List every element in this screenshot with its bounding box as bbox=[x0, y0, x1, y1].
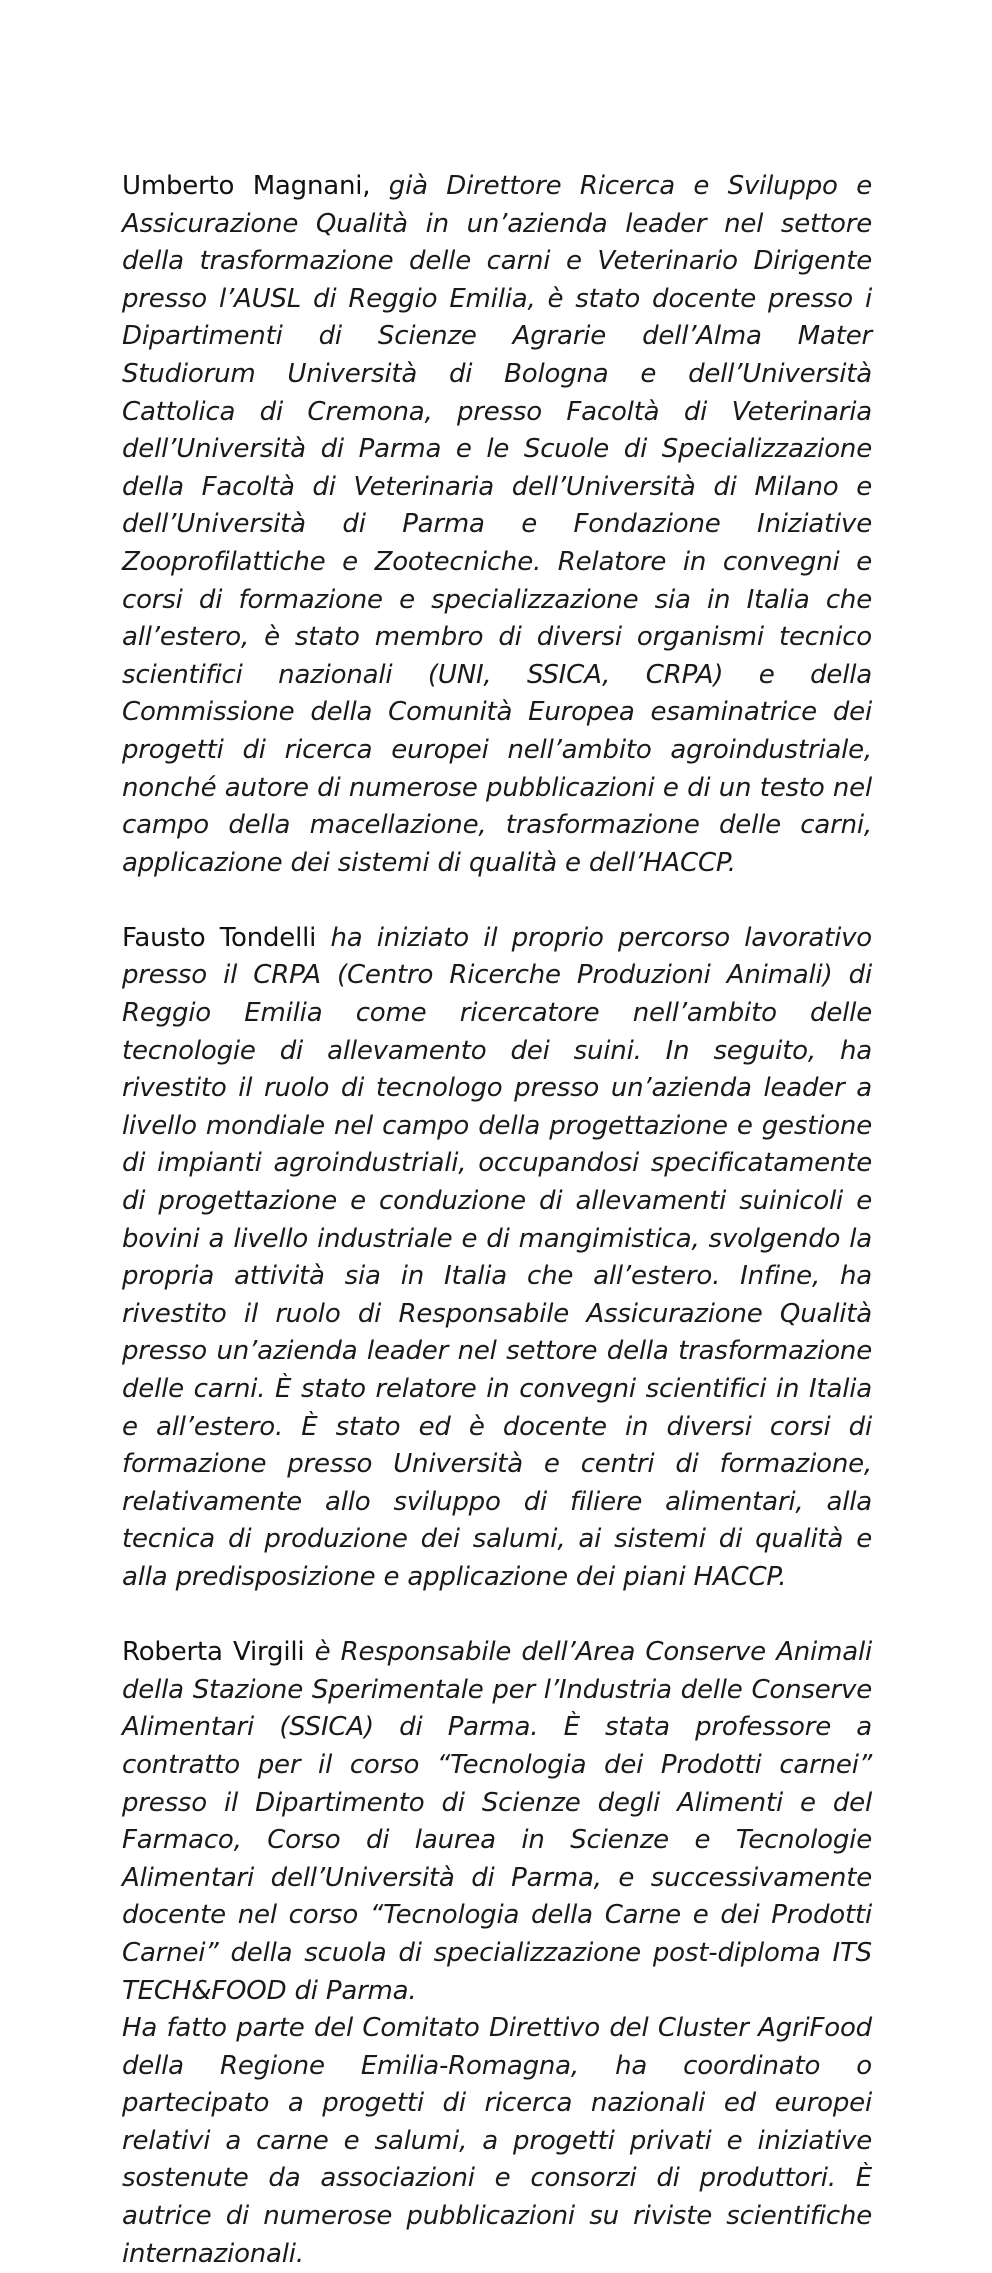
bio-text-continued: Ha fatto parte del Comitato Direttivo del Cluster AgriFood della Regione Emilia-Romagna, ha coordinato o partecipato a progetti di ricerca nazionali ed europei relativi a carne e salumi, a progetti privati e iniziative sostenute da associazioni e consorzi di produttori. È autrice di numerose pubblicazioni su riviste scientifiche internazionali. bbox=[122, 2013, 872, 2269]
bio-name: Roberta Virgili bbox=[122, 1637, 305, 1668]
bio-paragraph bbox=[122, 1634, 872, 2010]
bio-page bbox=[122, 168, 872, 2273]
bio-umberto-magnani bbox=[122, 168, 872, 882]
bio-text: è Responsabile dell’Area Conserve Animali della Stazione Sperimentale per l’Industria delle Conserve Alimentari (SSICA) di Parma. È stata professore a contratto per il corso “Tecnologia dei Prodotti carnei” presso il Dipartimento di Scienze degli Alimenti e del Farmaco, Corso di laurea in Scienze e Tecnologie Alimentari dell’Università di Parma, e successivamente docente nel corso “Tecnologia della Carne e dei Prodotti Carnei” della scuola di specializzazione post-diploma ITS TECH&FOOD di Parma. bbox=[122, 1637, 872, 2006]
bio-text: già Direttore Ricerca e Sviluppo e Assicurazione Qualità in un’azienda leader nel settore della trasformazione delle carni e Veterinario Dirigente presso l’AUSL di Reggio Emilia, è stato docente presso i Dipartimenti di Scienze Agrarie dell’Alma Mater Studiorum Università di Bologna e dell’Università Cattolica di Cremona, presso Facoltà di Veterinaria dell’Università di Parma e le Scuole di Specializzazione della Facoltà di Veterinaria dell’Università di Milano e dell’Università di Parma e Fondazione Iniziative Zooprofilattiche e Zootecniche. Relatore in convegni e corsi di formazione e specializzazione sia in Italia che all’estero, è stato membro di diversi organismi tecnico scientifici nazionali (UNI, SSICA, CRPA) e della Commissione della Comunità Europea esaminatrice dei progetti di ricerca europei nell’ambito agroindustriale, nonché autore di numerose pubblicazioni e di un testo nel campo della macellazione, trasformazione delle carni, applicazione dei sistemi di qualità e dell’HACCP. bbox=[122, 171, 872, 878]
bio-name: Umberto Magnani, bbox=[122, 171, 371, 201]
bio-roberta-virgili bbox=[122, 1634, 872, 2273]
bio-fausto-tondelli bbox=[122, 920, 872, 1597]
bio-text: ha iniziato il proprio percorso lavorativo presso il CRPA (Centro Ricerche Produzioni Animali) di Reggio Emilia come ricercatore nell’ambito delle tecnologie di allevamento dei suini. In seguito, ha rivestito il ruolo di tecnologo presso un’azienda leader a livello mondiale nel campo della progettazione e gestione di impianti agroindustriali, occupandosi specificatamente di progettazione e conduzione di allevamenti suinicoli e bovini a livello industriale e di mangimistica, svolgendo la propria attività sia in Italia che all’estero. Infine, ha rivestito il ruolo di Responsabile Assicurazione Qualità presso un’azienda leader nel settore della trasformazione delle carni. È stato relatore in convegni scientifici in Italia e all’estero. È stato ed è docente in diversi corsi di formazione presso Università e centri di formazione, relativamente allo sviluppo di filiere alimentari, alla tecnica di produzione dei salumi, ai sistemi di qualità e alla predisposizione e applicazione dei piani HACCP. bbox=[122, 922, 872, 1592]
bio-name: Fausto Tondelli bbox=[122, 922, 317, 953]
